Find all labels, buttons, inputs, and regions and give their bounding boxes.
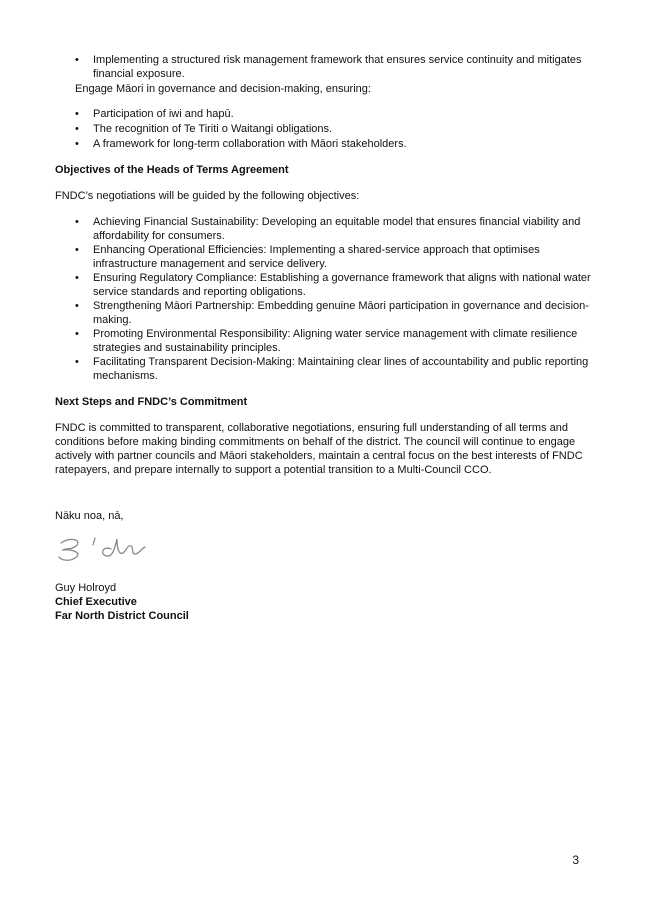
objectives-heading: Objectives of the Heads of Terms Agreement — [55, 164, 289, 176]
list-item: • Promoting Environmental Responsibility: Aligning water service management with climate resilience strategies and sustainability principles. — [55, 327, 595, 355]
next-steps-body: FNDC is committed to transparent, collaborative negotiations, ensuring full understanding of all terms and conditions before making binding commitments on behalf of the district. The council will continue to engage actively with partner councils and Māori stakeholders, maintain a central focus on the best interests of FNDC ratepayers, and prepare internally to support a potential transition to a Multi-Council CCO. — [55, 422, 583, 476]
objectives-lead: FNDC’s negotiations will be guided by the following objectives: — [55, 190, 360, 202]
signatory-name: Guy Holroyd — [55, 582, 117, 594]
signatory-title: Chief Executive — [55, 596, 137, 608]
next-steps-heading: Next Steps and FNDC’s Commitment — [55, 396, 248, 408]
list-item: • The recognition of Te Tiriti o Waitangi obligations. — [55, 122, 595, 136]
list-item: • Ensuring Regulatory Compliance: Establishing a governance framework that aligns with national water service standards and reporting obligations. — [55, 271, 595, 299]
list-item: • Enhancing Operational Efficiencies: Implementing a shared-service approach that optimises infrastructure management and service delivery. — [55, 243, 595, 271]
closing-line: Nāku noa, nā, — [55, 510, 124, 522]
list-item: • Implementing a structured risk management framework that ensures service continuity and mitigates financial exposure. — [55, 53, 595, 81]
intro-list-a — [55, 53, 595, 81]
signatory-organisation: Far North District Council — [55, 610, 189, 622]
intro-list-b — [55, 107, 595, 151]
signature-icon — [55, 533, 151, 569]
list-item: • Facilitating Transparent Decision-Making: Maintaining clear lines of accountability and public reporting mechanisms. — [55, 355, 595, 383]
list-item: • A framework for long-term collaboration with Māori stakeholders. — [55, 137, 595, 151]
objectives-list — [55, 215, 595, 383]
signoff-block — [55, 509, 595, 623]
list-item: • Participation of iwi and hapū. — [55, 107, 595, 121]
engage-line: Engage Māori in governance and decision-making, ensuring: — [75, 83, 371, 95]
document-page — [55, 53, 595, 623]
list-item: • Achieving Financial Sustainability: Developing an equitable model that ensures financial viability and affordability for consumers. — [55, 215, 595, 243]
list-item: • Strengthening Māori Partnership: Embedding genuine Māori participation in governance and decision-making. — [55, 299, 595, 327]
page-number: 3 — [572, 853, 579, 867]
